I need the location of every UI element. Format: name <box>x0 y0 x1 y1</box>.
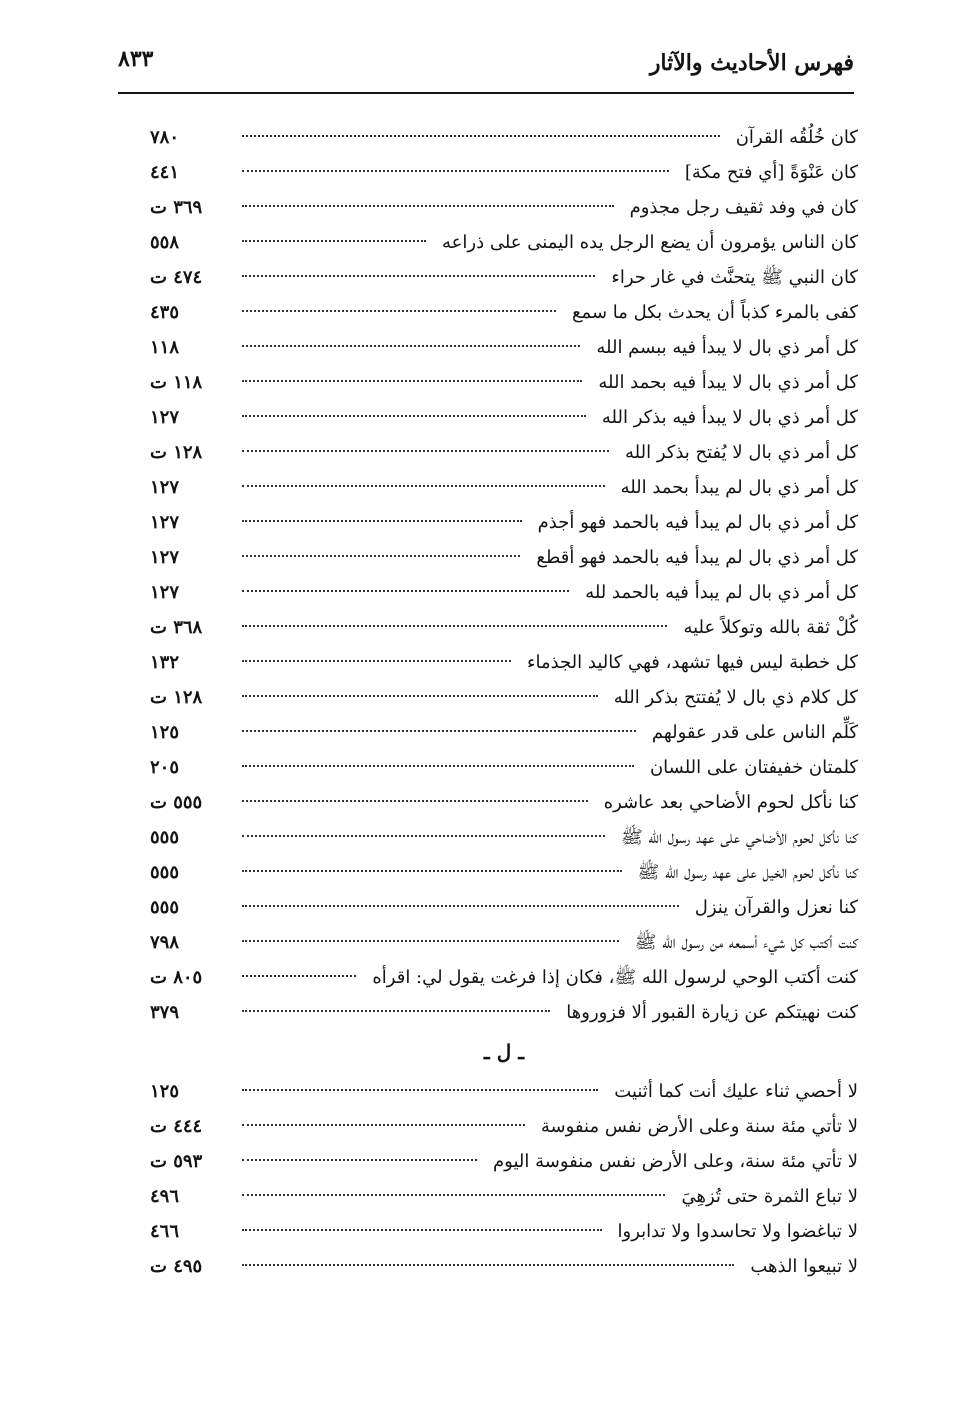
entry-text: كنا نعزل والقرآن ينزل <box>694 897 858 918</box>
index-entry <box>150 575 858 610</box>
index-entry <box>150 610 858 645</box>
index-entry <box>150 855 858 890</box>
entry-page-number: ٤٤١ <box>150 162 180 183</box>
entry-page-number: ٤٩٦ <box>150 1186 180 1207</box>
entry-text: لا تباع الثمرة حتى تُزهِيَ <box>681 1186 858 1207</box>
entry-text: كل أمر ذي بال لم يبدأ بحمد الله <box>620 477 858 498</box>
entry-text: كنا نأكل لحوم الخيل على عهد رسول الله ﷺ <box>637 862 858 883</box>
index-entries <box>150 120 858 1284</box>
entry-page-number: ١٢٥ <box>150 722 180 743</box>
dot-leader <box>242 170 669 172</box>
entry-text: لا أحصي ثناء عليك أنت كما أثنيت <box>614 1081 858 1102</box>
entry-text: كان الناس يؤمرون أن يضع الرجل يده اليمنى على ذراعه <box>442 232 858 253</box>
entry-page-number: ٥٥٥ <box>150 897 180 918</box>
index-entry <box>150 155 858 190</box>
entry-text: كنت أكتب كل شيء أسمعه من رسول الله ﷺ <box>634 932 858 953</box>
index-entry <box>150 1074 858 1109</box>
entry-page-number: ٨٠٥ ت <box>150 967 203 988</box>
entry-text: كل أمر ذي بال لم يبدأ فيه بالحمد لله <box>585 582 858 603</box>
entry-page-number: ٧٨٠ <box>150 127 180 148</box>
index-entry <box>150 470 858 505</box>
page-number: ٨٣٣ <box>118 46 154 72</box>
index-entry <box>150 1144 858 1179</box>
dot-leader <box>242 135 720 137</box>
index-entry <box>150 960 858 995</box>
entry-page-number: ٤٤٤ ت <box>150 1116 203 1137</box>
dot-leader <box>242 450 609 452</box>
entry-page-number: ١٢٥ <box>150 1081 180 1102</box>
entry-page-number: ١٢٨ ت <box>150 687 203 708</box>
index-entry <box>150 820 858 855</box>
index-entry <box>150 260 858 295</box>
dot-leader <box>242 555 520 557</box>
entry-text: كان عَنْوَةً [أي فتح مكة] <box>684 162 858 183</box>
entry-page-number: ١٢٧ <box>150 512 180 533</box>
dot-leader <box>242 310 556 312</box>
entry-text: لا تأتي مئة سنة، وعلى الأرض نفس منفوسة اليوم <box>493 1151 858 1172</box>
index-entry <box>150 925 858 960</box>
entry-text: كلمتان خفيفتان على اللسان <box>649 757 858 778</box>
entry-page-number: ١٣٢ <box>150 652 180 673</box>
dot-leader <box>242 345 580 347</box>
entry-page-number: ٤٧٤ ت <box>150 267 203 288</box>
section-heading-text: ـ ل ـ <box>483 1040 525 1064</box>
dot-leader <box>242 765 634 767</box>
dot-leader <box>242 485 605 487</box>
index-entry <box>150 715 858 750</box>
dot-leader <box>242 1194 665 1196</box>
index-entry <box>150 400 858 435</box>
index-entry <box>150 330 858 365</box>
dot-leader <box>242 730 636 732</box>
entry-text: كفى بالمرء كذباً أن يحدث بكل ما سمع <box>571 302 858 323</box>
index-entry <box>150 540 858 575</box>
entry-text: كل أمر ذي بال لا يبدأ فيه بذكر الله <box>601 407 858 428</box>
entry-text: كان النبي ﷺ يتحنَّث في غار حراء <box>611 267 858 288</box>
entry-page-number: ٥٥٥ <box>150 827 180 848</box>
entry-text: كنا نأكل لحوم الأضاحي على عهد رسول الله ﷺ <box>620 827 858 848</box>
entry-text: كنت أكتب الوحي لرسول الله ﷺ، فكان إذا فرغت يقول لي: اقرأه <box>372 967 858 988</box>
index-entry <box>150 785 858 820</box>
entry-text: كل أمر ذي بال لم يبدأ فيه بالحمد فهو أجذم <box>537 512 858 533</box>
dot-leader <box>242 275 595 277</box>
dot-leader <box>242 660 511 662</box>
dot-leader <box>242 975 356 977</box>
entry-page-number: ٤٩٥ ت <box>150 1256 203 1277</box>
index-entry <box>150 225 858 260</box>
entry-text: كَلِّم الناس على قدر عقولهم <box>651 722 858 743</box>
dot-leader <box>242 905 679 907</box>
entry-text: كل كلام ذي بال لا يُفتتح بذكر الله <box>613 687 858 708</box>
entry-page-number: ١٢٨ ت <box>150 442 203 463</box>
entry-text: كل خطبة ليس فيها تشهد، فهي كاليد الجذماء <box>527 652 858 673</box>
dot-leader <box>242 205 614 207</box>
entry-page-number: ٣٦٩ ت <box>150 197 203 218</box>
dot-leader <box>242 800 588 802</box>
index-entry <box>150 1109 858 1144</box>
index-entry <box>150 120 858 155</box>
dot-leader <box>242 870 622 872</box>
dot-leader <box>242 695 598 697</box>
entry-text: كنت نهيتكم عن زيارة القبور ألا فزوروها <box>566 1002 858 1023</box>
dot-leader <box>242 1159 477 1161</box>
index-entry <box>150 505 858 540</box>
entry-page-number: ١٢٧ <box>150 582 180 603</box>
entry-page-number: ٥٩٣ ت <box>150 1151 203 1172</box>
entry-page-number: ٣٧٩ <box>150 1002 180 1023</box>
dot-leader <box>242 1010 550 1012</box>
dot-leader <box>242 415 586 417</box>
page-header <box>118 38 854 94</box>
dot-leader <box>242 240 426 242</box>
index-entry <box>150 435 858 470</box>
dot-leader <box>242 940 619 942</box>
entry-text: كُلْ ثقة بالله وتوكلاً عليه <box>683 617 858 638</box>
dot-leader <box>242 380 582 382</box>
dot-leader <box>242 625 667 627</box>
dot-leader <box>242 590 569 592</box>
index-entry <box>150 1214 858 1249</box>
index-entry <box>150 190 858 225</box>
index-entry <box>150 295 858 330</box>
entry-page-number: ٣٦٨ ت <box>150 617 203 638</box>
entry-text: كل أمر ذي بال لا يُفتح بذكر الله <box>625 442 858 463</box>
entry-text: كل أمر ذي بال لا يبدأ فيه بحمد الله <box>598 372 858 393</box>
entry-page-number: ٢٠٥ <box>150 757 180 778</box>
entry-text: كان في وفد ثقيف رجل مجذوم <box>629 197 858 218</box>
dot-leader <box>242 520 522 522</box>
section-heading <box>150 1030 858 1074</box>
entry-text: لا تبيعوا الذهب <box>750 1256 858 1277</box>
index-entry <box>150 750 858 785</box>
dot-leader <box>242 1229 602 1231</box>
entry-page-number: ٥٥٥ ت <box>150 792 203 813</box>
dot-leader <box>242 1124 525 1126</box>
index-entry <box>150 1249 858 1284</box>
entry-page-number: ٥٥٥ <box>150 862 180 883</box>
running-title: فهرس الأحاديث والآثار <box>649 50 854 76</box>
dot-leader <box>242 1264 734 1266</box>
entry-page-number: ٧٩٨ <box>150 932 180 953</box>
entry-page-number: ١٢٧ <box>150 407 180 428</box>
index-entry <box>150 995 858 1030</box>
entry-page-number: ١١٨ ت <box>150 372 203 393</box>
entry-text: لا تباغضوا ولا تحاسدوا ولا تدابروا <box>617 1221 858 1242</box>
entry-page-number: ٤٦٦ <box>150 1221 180 1242</box>
entry-page-number: ٥٥٨ <box>150 232 180 253</box>
index-entry <box>150 645 858 680</box>
index-entry <box>150 890 858 925</box>
dot-leader <box>242 835 605 837</box>
entry-page-number: ١٢٧ <box>150 547 180 568</box>
entry-text: كل أمر ذي بال لا يبدأ فيه ببسم الله <box>596 337 858 358</box>
entry-text: لا تأتي مئة سنة وعلى الأرض نفس منفوسة <box>540 1116 858 1137</box>
entry-text: كان خُلُقُه القرآن <box>735 127 858 148</box>
entry-page-number: ١١٨ <box>150 337 180 358</box>
entry-text: كنا نأكل لحوم الأضاحي بعد عاشره <box>603 792 858 813</box>
entry-page-number: ٤٣٥ <box>150 302 180 323</box>
entry-text: كل أمر ذي بال لم يبدأ فيه بالحمد فهو أقطع <box>536 547 858 568</box>
entry-page-number: ١٢٧ <box>150 477 180 498</box>
dot-leader <box>242 1089 598 1091</box>
index-entry <box>150 365 858 400</box>
index-entry <box>150 680 858 715</box>
index-entry <box>150 1179 858 1214</box>
